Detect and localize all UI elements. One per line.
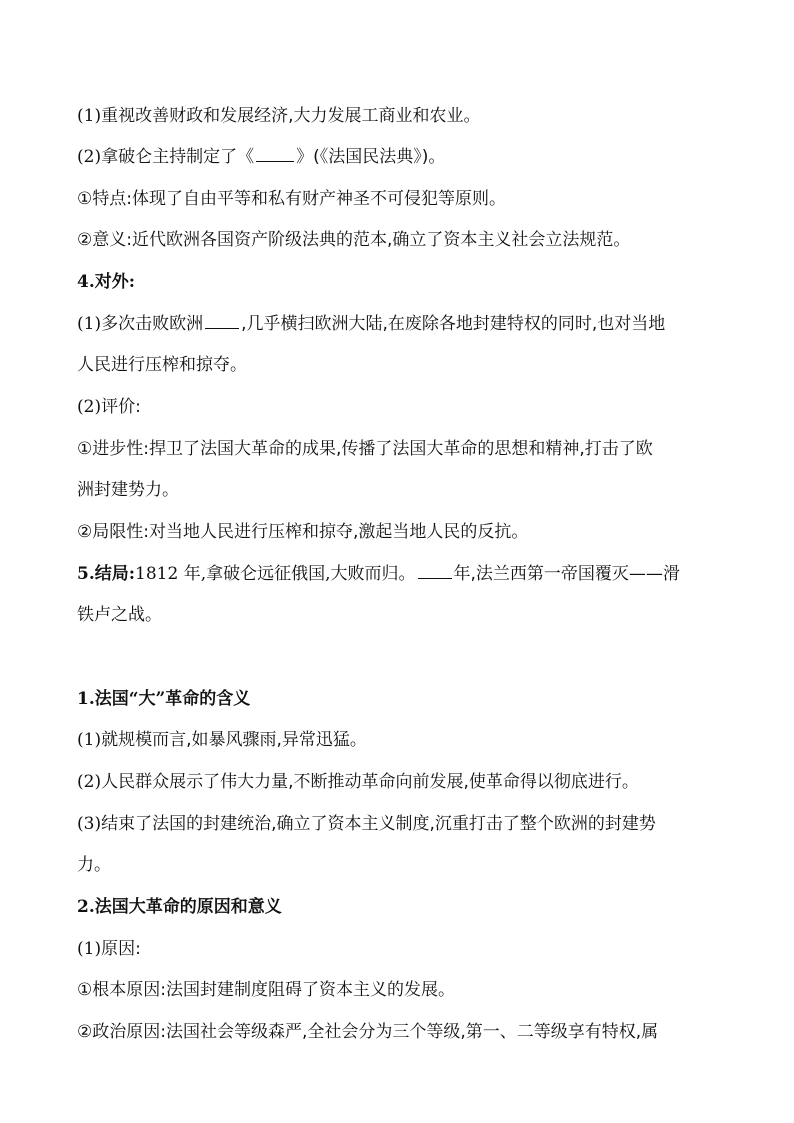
text-line	[77, 853, 754, 877]
item-number: (2)	[77, 772, 102, 792]
text-line	[77, 437, 754, 461]
text-line	[77, 562, 754, 586]
item-number: (1)	[77, 939, 102, 959]
text-line	[77, 1020, 754, 1044]
line-text: 年,法兰西第一帝国覆灭——滑	[453, 564, 680, 584]
text-line	[77, 145, 754, 169]
section-heading	[77, 270, 754, 294]
line-text: ①特点:体现了自由平等和私有财产神圣不可侵犯等原则。	[77, 189, 506, 209]
line-text: 多次击败欧洲	[101, 314, 204, 334]
item-number: (3)	[77, 814, 102, 834]
text-line	[77, 603, 754, 627]
text-line	[77, 770, 754, 794]
fill-in-blank	[256, 145, 294, 162]
item-number: (2)	[77, 397, 102, 417]
heading-text: 1.法国“大”革命的含义	[77, 689, 251, 709]
heading-text: 2.法国大革命的原因和意义	[77, 897, 282, 917]
item-number: (1)	[77, 730, 102, 750]
line-text: 重视改善财政和发展经济,大力发展工商业和农业。	[101, 106, 481, 126]
line-text: ②局限性:对当地人民进行压榨和掠夺,激起当地人民的反抗。	[77, 522, 529, 542]
section-heading	[77, 895, 754, 919]
line-text: ①根本原因:法国封建制度阻碍了资本主义的发展。	[77, 980, 455, 1000]
item-number: (1)	[77, 106, 102, 126]
line-text: ,几乎横扫欧洲大陆,在废除各地封建特权的同时,也对当地	[241, 314, 666, 334]
text-line	[77, 395, 754, 419]
fill-in-blank	[418, 562, 452, 579]
line-text: 结束了法国的封建统治,确立了资本主义制度,沉重打击了整个欧洲的封建势	[101, 814, 656, 834]
line-text: 人民进行压榨和掠夺。	[77, 355, 247, 375]
line-text: 人民群众展示了伟大力量,不断推动革命向前发展,使革命得以彻底进行。	[101, 772, 639, 792]
line-text: 1812 年,拿破仑远征俄国,大败而归。	[135, 564, 416, 584]
line-text: 拿破仑主持制定了《	[101, 147, 255, 167]
text-line	[77, 520, 754, 544]
text-line	[77, 812, 754, 836]
fill-in-blank	[205, 312, 239, 329]
line-text: 》(《法国民法典》)。	[296, 147, 446, 167]
line-text: ②政治原因:法国社会等级森严,全社会分为三个等级,第一、二等级享有特权,属	[77, 1022, 659, 1042]
item-number: (2)	[77, 147, 102, 167]
item-number: (1)	[77, 314, 102, 334]
text-line	[77, 728, 754, 752]
text-line	[77, 312, 754, 336]
line-text: 就规模而言,如暴风骤雨,异常迅猛。	[101, 730, 367, 750]
line-text: 洲封建势力。	[77, 480, 179, 500]
text-line	[77, 353, 754, 377]
line-text: 铁卢之战。	[77, 605, 162, 625]
line-text: ①进步性:捍卫了法国大革命的成果,传播了法国大革命的思想和精神,打击了欧	[77, 439, 653, 459]
text-line	[77, 978, 754, 1002]
text-line	[77, 478, 754, 502]
line-text: 原因:	[101, 939, 141, 959]
text-line	[77, 937, 754, 961]
line-text: ②意义:近代欧洲各国资产阶级法典的范本,确立了资本主义社会立法规范。	[77, 230, 631, 250]
text-line	[77, 187, 754, 211]
heading-text: 4.对外:	[77, 272, 136, 292]
text-line	[77, 104, 754, 128]
line-text: 评价:	[101, 397, 141, 417]
text-line	[77, 228, 754, 252]
section-heading	[77, 687, 754, 711]
line-text: 力。	[77, 855, 111, 875]
heading-text: 5.结局:	[77, 564, 136, 584]
